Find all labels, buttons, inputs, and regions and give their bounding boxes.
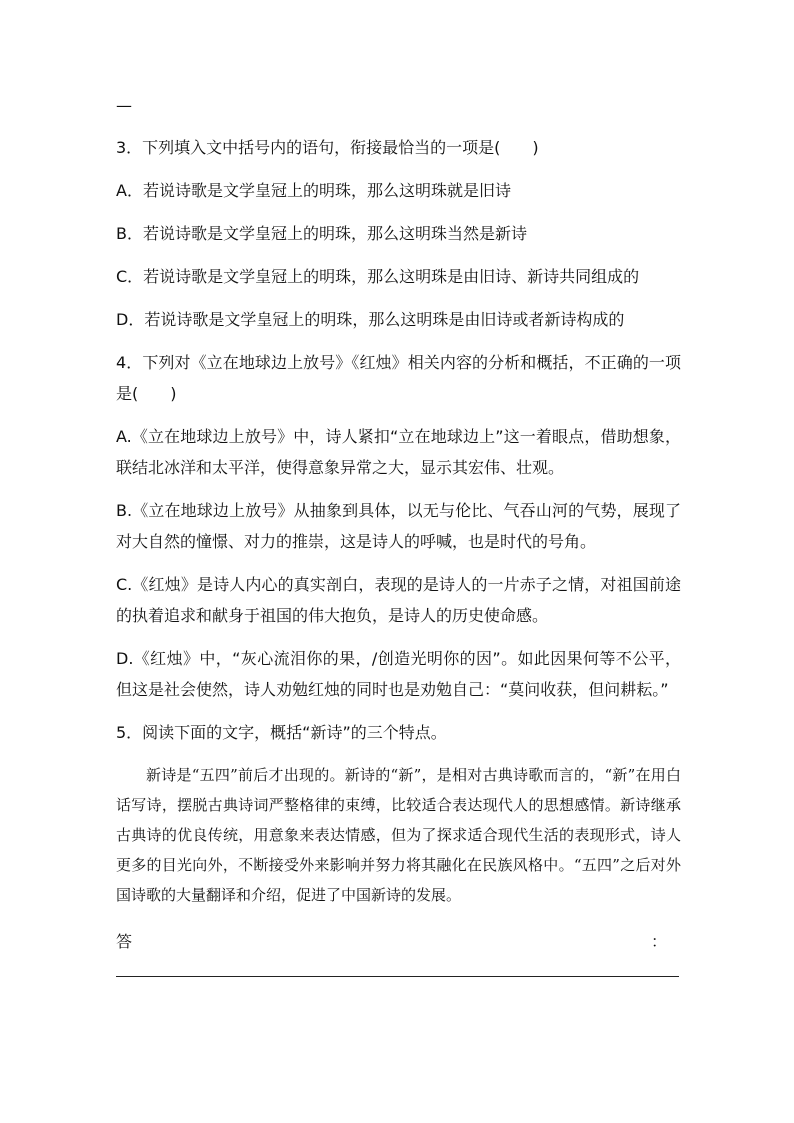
question-5 bbox=[116, 717, 681, 956]
answer-line bbox=[116, 976, 679, 977]
question-4-option-c: C.《红烛》是诗人内心的真实剖白，表现的是诗人的一片赤子之情，对祖国前途的执着追求和献身于祖国的伟大抱负，是诗人的历史使命感。 bbox=[116, 575, 681, 625]
question-4 bbox=[116, 347, 681, 705]
question-3-option-a: A．若说诗歌是文学皇冠上的明珠，那么这明珠就是旧诗 bbox=[116, 181, 511, 200]
question-3-option-b: B．若说诗歌是文学皇冠上的明珠，那么这明珠当然是新诗 bbox=[116, 224, 527, 243]
question-4-stem: 4．下列对《立在地球边上放号》《红烛》相关内容的分析和概括，不正确的一项是( ) bbox=[116, 353, 681, 403]
question-3-option-d: D．若说诗歌是文学皇冠上的明珠，那么这明珠是由旧诗或者新诗构成的 bbox=[116, 310, 625, 329]
answer-area[interactable] bbox=[116, 928, 679, 956]
question-5-passage: 新诗是“五四”前后才出现的。新诗的“新”，是相对古典诗歌而言的，“新”在用白话写诗，摆脱古典诗词严整格律的束缚，比较适合表达现代人的思想感情。新诗继承古典诗的优良传统，用意象来表达情感，但为了探求适合现代生活的表现形式，诗人更多的目光向外，不断接受外来影响并努力将其融化在民族风格中。“五四”之后对外国诗歌的大量翻译和介绍，促进了中国新诗的发展。 bbox=[116, 766, 681, 904]
question-4-option-a: A.《立在地球边上放号》中，诗人紧扣“立在地球边上”这一着眼点，借助想象，联结北冰洋和太平洋，使得意象异常之大，显示其宏伟、壮观。 bbox=[116, 427, 681, 477]
answer-colon: ： bbox=[650, 932, 667, 951]
question-5-stem: 5．阅读下面的文字，概括“新诗”的三个特点。 bbox=[116, 723, 447, 742]
answer-label: 答 bbox=[116, 932, 133, 951]
question-3-option-c: C．若说诗歌是文学皇冠上的明珠，那么这明珠是由旧诗、新诗共同组成的 bbox=[116, 267, 640, 286]
question-3 bbox=[116, 132, 681, 335]
question-3-stem: 3．下列填入文中括号内的语句，衔接最恰当的一项是( ) bbox=[116, 138, 539, 157]
question-4-option-d: D.《红烛》中，“灰心流泪你的果，/创造光明你的因”。如此因果何等不公平，但这是社会使然，诗人劝勉红烛的同时也是劝勉自己：“莫问收获，但问耕耘。” bbox=[116, 649, 681, 699]
question-4-option-b: B.《立在地球边上放号》从抽象到具体，以无与伦比、气吞山河的气势，展现了对大自然的憧憬、对力的推崇，这是诗人的呼喊，也是时代的号角。 bbox=[116, 501, 681, 551]
leading-dash: — bbox=[116, 96, 132, 115]
content-body bbox=[116, 132, 681, 956]
